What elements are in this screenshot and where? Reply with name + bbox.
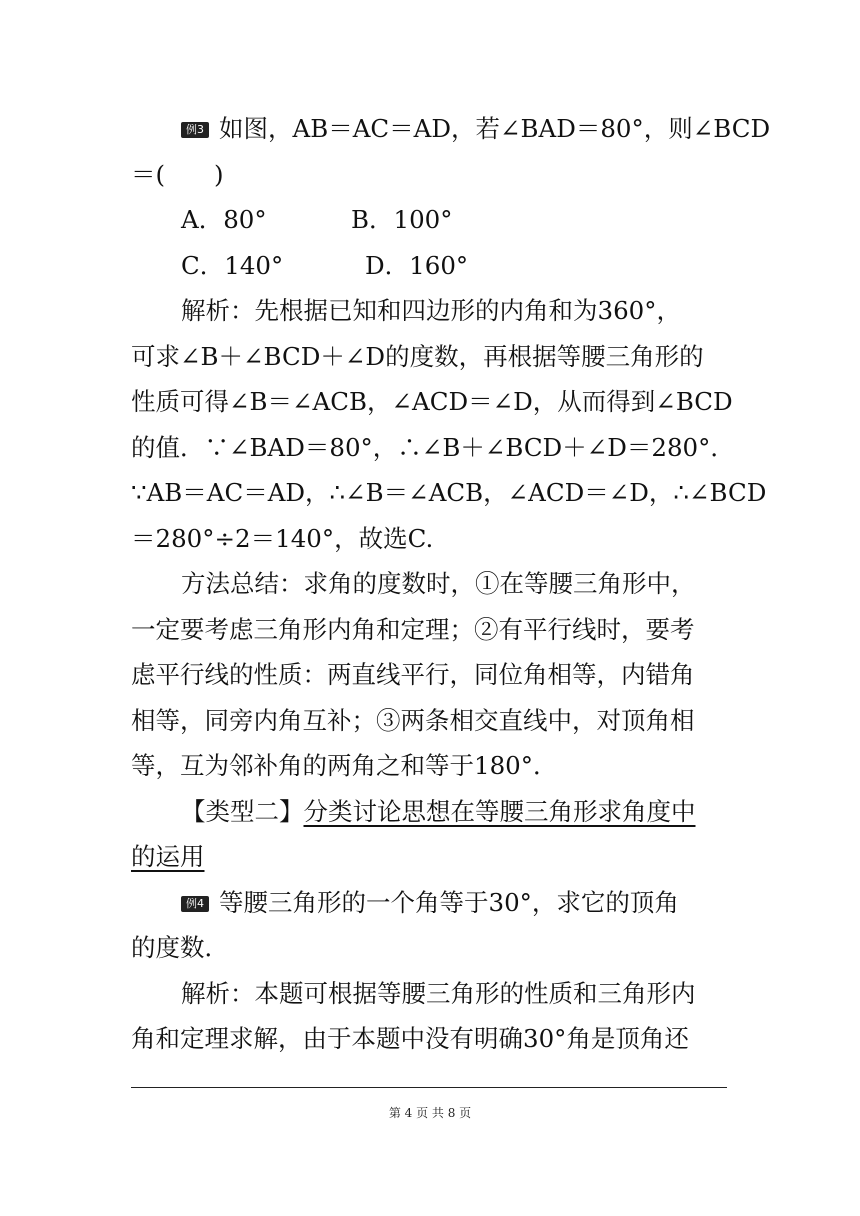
example3-analysis-line: 性质可得∠B＝∠ACB，∠ACD＝∠D，从而得到∠BCD <box>131 387 733 416</box>
example3-stem-text: 如图，AB＝AC＝AD，若∠BAD＝80°，则∠BCD <box>219 114 771 143</box>
footer-divider <box>131 1087 727 1088</box>
example3-options-row1 <box>131 197 731 243</box>
example4-stem-line2: 的度数． <box>131 933 229 962</box>
example3-analysis-line: 解析：先根据已知和四边形的内角和为360°， <box>181 296 682 325</box>
method-summary-line: 一定要考虑三角形内角和定理；②有平行线时，要考 <box>131 614 695 644</box>
page-footer: 第 4 页 共 8 页 <box>388 1106 472 1120</box>
example3-analysis-line: ＝280°÷2＝140°，故选C. <box>131 523 434 553</box>
method-summary-line: 等，互为邻补角的两角之和等于180°． <box>131 751 558 780</box>
example4-stem-line1 <box>131 880 731 926</box>
example3-options-row2 <box>131 243 731 289</box>
type2-heading-line1 <box>131 789 731 835</box>
type2-heading-line2 <box>131 834 731 880</box>
example3-analysis-line: ∵AB＝AC＝AD，∴∠B＝∠ACB，∠ACD＝∠D，∴∠BCD <box>131 478 767 507</box>
option-a: A．80° <box>181 205 267 234</box>
page-content <box>131 106 771 1062</box>
type2-title-continued: 的运用 <box>131 842 205 871</box>
type2-title: 分类讨论思想在等腰三角形求角度中 <box>303 796 696 826</box>
method-summary-line: 方法总结：求角的度数时，①在等腰三角形中， <box>181 569 696 598</box>
example3-badge: 例3 <box>181 122 209 138</box>
example3-analysis-line: 的值．∵∠BAD＝80°，∴∠B＋∠BCD＋∠D＝280°． <box>131 432 735 462</box>
example4-badge: 例4 <box>181 896 209 912</box>
example3-analysis-line: 可求∠B＋∠BCD＋∠D的度数，再根据等腰三角形的 <box>131 341 704 371</box>
option-b: B．100° <box>351 205 453 234</box>
example4-stem-text: 等腰三角形的一个角等于30°，求它的顶角 <box>219 887 679 917</box>
example4-analysis-line: 解析：本题可根据等腰三角形的性质和三角形内 <box>181 978 696 1008</box>
option-c: C．140° <box>181 250 284 280</box>
example3-stem-line1 <box>131 106 771 152</box>
option-d: D．160° <box>365 250 469 280</box>
method-summary-line: 虑平行线的性质：两直线平行，同位角相等，内错角 <box>131 660 695 689</box>
type2-label: 【类型二】 <box>181 796 304 826</box>
example3-stem-line2: ＝( ) <box>131 159 224 189</box>
method-summary-line: 相等，同旁内角互补；③两条相交直线中，对顶角相 <box>131 705 695 735</box>
example4-analysis-line: 角和定理求解，由于本题中没有明确30°角是顶角还 <box>131 1024 689 1053</box>
